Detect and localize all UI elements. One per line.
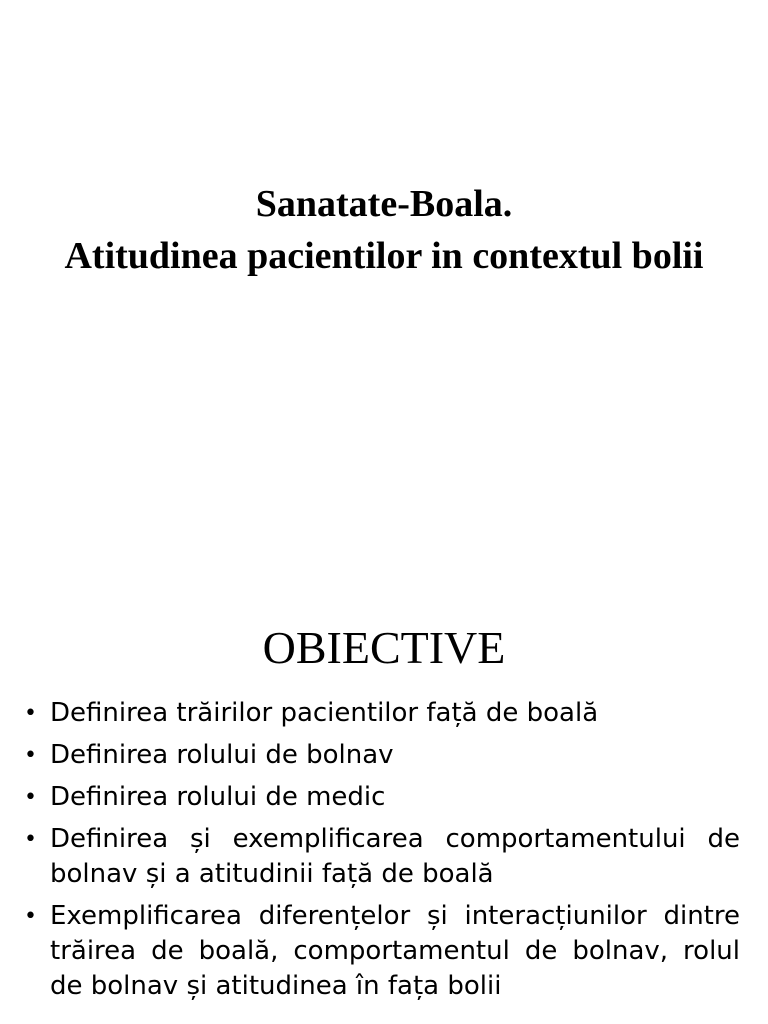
- list-item-text: Definirea și exemplificarea comportamentului de bolnav și a atitudinii față de boală: [50, 824, 740, 889]
- presentation-title: [0, 178, 768, 283]
- list-item: [22, 738, 740, 773]
- objectives-list: [22, 696, 740, 1011]
- bullet-icon: •: [24, 827, 37, 852]
- bullet-icon: •: [24, 701, 37, 726]
- list-item: [22, 696, 740, 731]
- bullet-icon: •: [24, 904, 37, 929]
- slide-objectives: [0, 576, 768, 1024]
- list-item: [22, 822, 740, 892]
- list-item: [22, 899, 740, 1004]
- list-item-text: Exemplificarea diferențelor și interacțiunilor dintre trăirea de boală, comportamentul de bolnav, rolul de bolnav și atitudinea în fața bolii: [50, 901, 740, 1001]
- title-line-2: Atitudinea pacientilor in contextul bolii: [64, 235, 704, 278]
- list-item-text: Definirea trăirilor pacientilor față de boală: [50, 698, 599, 728]
- title-line-1: Sanatate-Boala.: [255, 183, 513, 225]
- list-item-text: Definirea rolului de medic: [50, 782, 386, 812]
- bullet-icon: •: [24, 743, 37, 768]
- list-item-text: Definirea rolului de bolnav: [50, 740, 394, 770]
- objectives-heading: OBIECTIVE: [262, 622, 506, 673]
- bullet-icon: •: [24, 785, 37, 810]
- list-item: [22, 780, 740, 815]
